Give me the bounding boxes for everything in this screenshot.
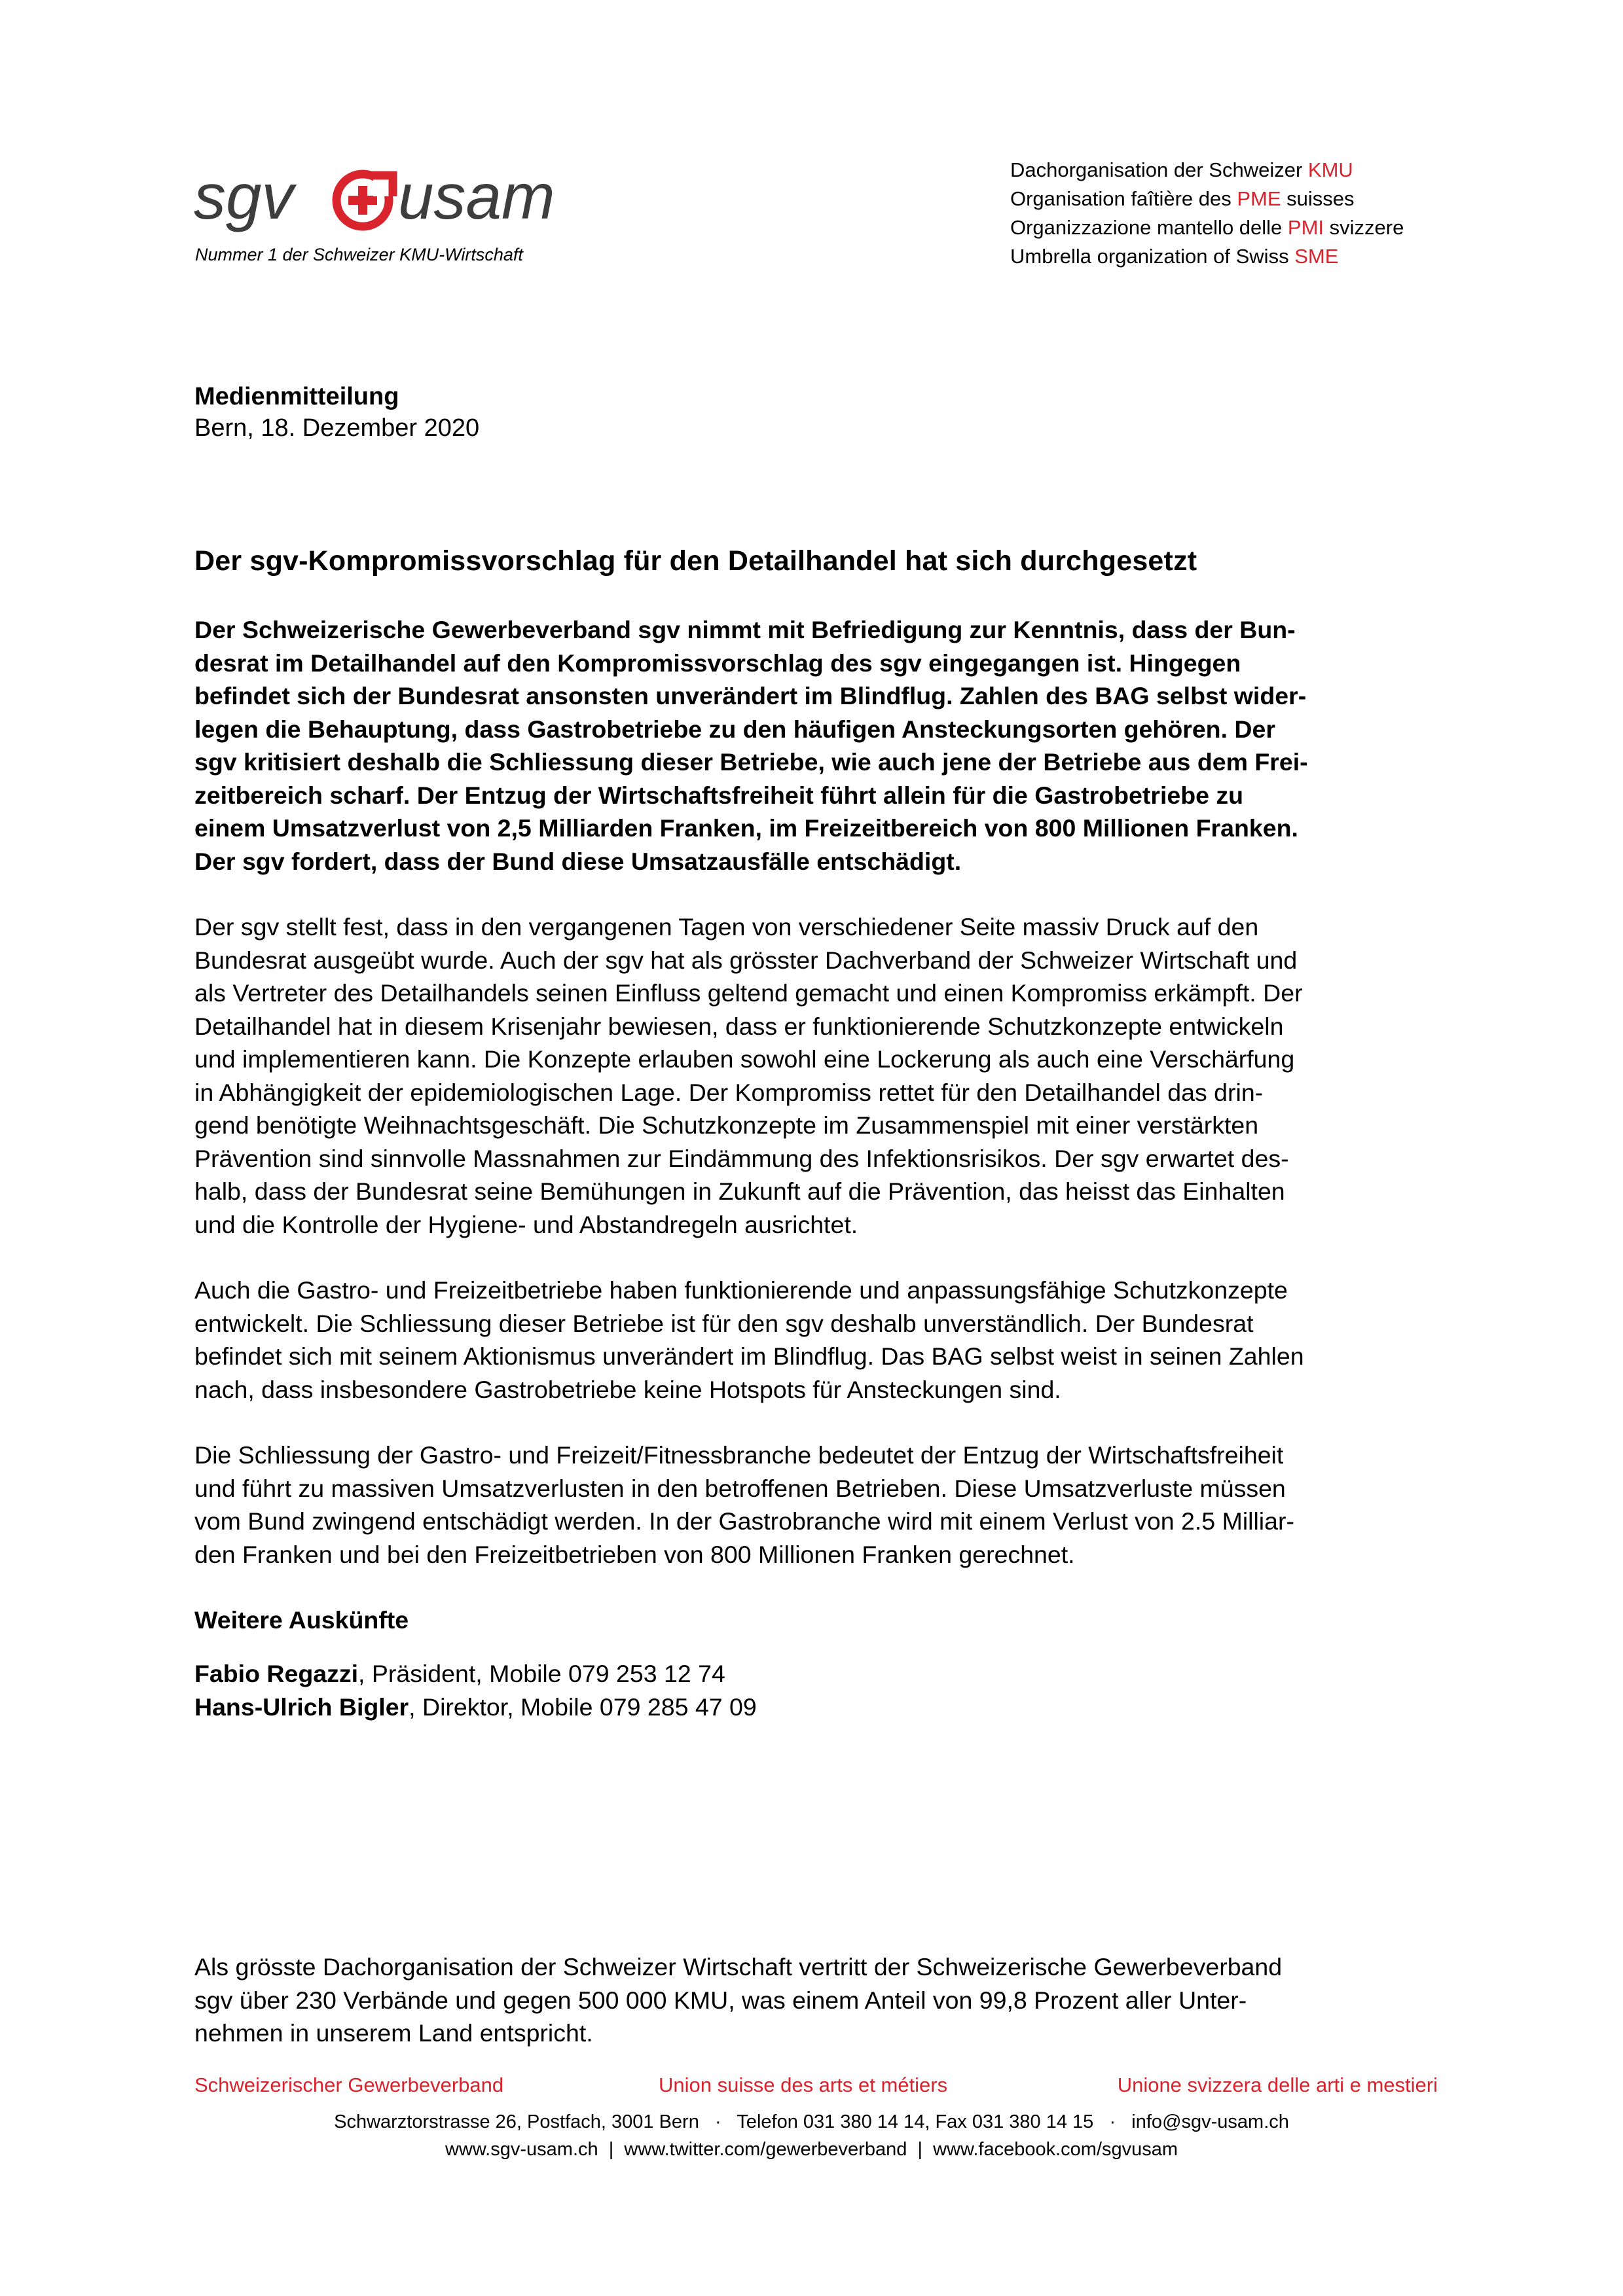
paragraph-line: Bundesrat ausgeübt wurde. Auch der sgv hat als grösster Dachverband der Schweizer Wirtschaft und — [194, 946, 1298, 974]
paragraph-line: Der sgv stellt fest, dass in den vergangenen Tagen von verschiedener Seite massiv Druck auf den — [194, 913, 1259, 941]
lead-line: zeitbereich scharf. Der Entzug der Wirtschaftsfreiheit führt allein für die Gastrobetriebe zu — [194, 781, 1244, 809]
footer-organizations — [194, 2073, 1438, 2100]
footer-address: Schwarztorstrasse 26, Postfach, 3001 Bern · Telefon 031 380 14 14, Fax 031 380 14 15 · info@sgv-usam.ch — [334, 2111, 1289, 2132]
org-line-highlight: PME — [1237, 187, 1281, 210]
paragraph-line: vom Bund zwingend entschädigt werden. In der Gastrobranche wird mit einem Verlust von 2.5 Milliar- — [194, 1507, 1294, 1535]
body-paragraphs — [194, 910, 1435, 1571]
org-line — [1010, 185, 1573, 213]
footer-links: www.sgv-usam.ch | www.twitter.com/gewerbeverband | www.facebook.com/sgvusam — [445, 2139, 1178, 2160]
lead-line: befindet sich der Bundesrat ansonsten unverändert im Blindflug. Zahlen des BAG selbst wider- — [194, 682, 1307, 709]
contact-row — [194, 1657, 1435, 1691]
lead-line: einem Umsatzverlust von 2,5 Milliarden Franken, im Freizeitbereich von 800 Millionen Franken. — [194, 814, 1298, 842]
logo-tagline: Nummer 1 der Schweizer KMU-Wirtschaft — [195, 245, 523, 264]
release-meta — [194, 381, 1438, 444]
org-line — [1010, 156, 1573, 185]
swiss-cross-icon — [337, 170, 393, 226]
release-type: Medienmitteilung — [194, 383, 399, 410]
closing-line: Als grösste Dachorganisation der Schweizer Wirtschaft vertritt der Schweizerische Gewerbeverband — [194, 1953, 1283, 1981]
contacts-heading: Weitere Auskünfte — [194, 1606, 409, 1634]
contact-role: , Präsident, Mobile 079 253 12 74 — [358, 1660, 725, 1687]
closing-line: sgv über 230 Verbände und gegen 500 000 KMU, was einem Anteil von 99,8 Prozent aller Unter- — [194, 1986, 1247, 2014]
paragraph-line: gend benötigte Weihnachtsgeschäft. Die Schutzkonzepte im Zusammenspiel mit einer verstärkten — [194, 1111, 1259, 1139]
contact-role: , Direktor, Mobile 079 285 47 09 — [409, 1693, 757, 1721]
org-line-text: Dachorganisation der Schweizer — [1010, 158, 1308, 181]
org-line-text: Organizzazione mantello delle — [1010, 216, 1288, 239]
paragraph-line: und implementieren kann. Die Konzepte erlauben sowohl eine Lockerung als auch eine Verschärfung — [194, 1045, 1295, 1073]
paragraph-line: halb, dass der Bundesrat seine Bemühungen in Zukunft auf die Prävention, das heisst das Einhalten — [194, 1177, 1285, 1205]
paragraph-line: als Vertreter des Detailhandels seinen Einfluss geltend gemacht und einen Kompromiss erkämpft. Der — [194, 979, 1303, 1007]
paragraph-line: entwickelt. Die Schliessung dieser Betriebe ist für den sgv deshalb unverständlich. Der Bundesrat — [194, 1309, 1254, 1337]
paragraph-line: in Abhängigkeit der epidemiologischen Lage. Der Kompromiss rettet für den Detailhandel das drin- — [194, 1078, 1264, 1106]
article-body — [194, 613, 1435, 1724]
paragraph-line: und die Kontrolle der Hygiene- und Abstandregeln ausrichtet. — [194, 1210, 858, 1238]
org-line-text: Organisation faîtière des — [1010, 187, 1237, 210]
org-line-after: suisses — [1281, 187, 1355, 210]
lead-line: Der Schweizerische Gewerbeverband sgv nimmt mit Befriedigung zur Kenntnis, dass der Bun- — [194, 616, 1296, 643]
lead-line: legen die Behauptung, dass Gastrobetriebe zu den häufigen Ansteckungsorten gehören. Der — [194, 715, 1275, 743]
footer-org-de: Schweizerischer Gewerbeverband — [194, 2073, 504, 2096]
org-line — [1010, 213, 1573, 242]
lead-paragraph — [194, 613, 1435, 878]
contacts-list — [194, 1657, 1435, 1724]
sgv-usam-logo — [194, 165, 560, 237]
logo-text-right: usam — [398, 165, 555, 232]
org-line-after: svizzere — [1324, 216, 1404, 239]
org-line-highlight: SME — [1294, 245, 1339, 268]
page-title: Der sgv-Kompromissvorschlag für den Detailhandel hat sich durchgesetzt — [194, 545, 1197, 577]
lead-line: Der sgv fordert, dass der Bund diese Umsatzausfälle entschädigt. — [194, 847, 962, 875]
org-line — [1010, 242, 1573, 271]
body-paragraph — [194, 1439, 1435, 1571]
closing-paragraph — [194, 1950, 1438, 2050]
org-line-highlight: KMU — [1307, 158, 1353, 181]
body-paragraph — [194, 910, 1435, 1241]
contact-name: Fabio Regazzi — [194, 1660, 359, 1687]
paragraph-line: nach, dass insbesondere Gastrobetriebe keine Hotspots für Ansteckungen sind. — [194, 1375, 1061, 1403]
org-line-highlight: PMI — [1287, 216, 1324, 239]
paragraph-line: und führt zu massiven Umsatzverlusten in den betroffenen Betrieben. Diese Umsatzverluste müssen — [194, 1474, 1286, 1502]
body-paragraph — [194, 1274, 1435, 1406]
paragraph-line: Die Schliessung der Gastro- und Freizeit/Fitnessbranche bedeutet der Entzug der Wirtschaftsfreiheit — [194, 1441, 1284, 1469]
release-place-date: Bern, 18. Dezember 2020 — [194, 414, 480, 442]
org-line-text: Umbrella organization of Swiss — [1010, 245, 1295, 268]
paragraph-line: Prävention sind sinnvolle Massnahmen zur Eindämmung des Infektionsrisikos. Der sgv erwartet des- — [194, 1144, 1289, 1172]
organization-taglines — [1010, 156, 1573, 271]
lead-line: sgv kritisiert deshalb die Schliessung dieser Betriebe, wie auch jene der Betriebe aus dem Frei- — [194, 748, 1308, 776]
paragraph-line: befindet sich mit seinem Aktionismus unverändert im Blindflug. Das BAG selbst weist in seinen Zahlen — [194, 1342, 1304, 1370]
contact-row — [194, 1691, 1435, 1724]
paragraph-line: Auch die Gastro- und Freizeitbetriebe haben funktionierende und anpassungsfähige Schutzkonzepte — [194, 1276, 1288, 1304]
lead-line: desrat im Detailhandel auf den Kompromissvorschlag des sgv eingegangen ist. Hingegen — [194, 649, 1241, 677]
logo-text-left: sgv — [194, 165, 294, 232]
footer-org-it: Unione svizzera delle arti e mestieri — [1117, 2073, 1438, 2096]
paragraph-line: den Franken und bei den Freizeitbetrieben von 800 Millionen Franken gerechnet. — [194, 1540, 1075, 1568]
contact-name: Hans-Ulrich Bigler — [194, 1693, 409, 1721]
closing-line: nehmen in unserem Land entspricht. — [194, 2019, 593, 2047]
footer-org-fr: Union suisse des arts et métiers — [659, 2073, 948, 2096]
paragraph-line: Detailhandel hat in diesem Krisenjahr bewiesen, dass er funktionierende Schutzkonzepte entwickeln — [194, 1012, 1284, 1040]
